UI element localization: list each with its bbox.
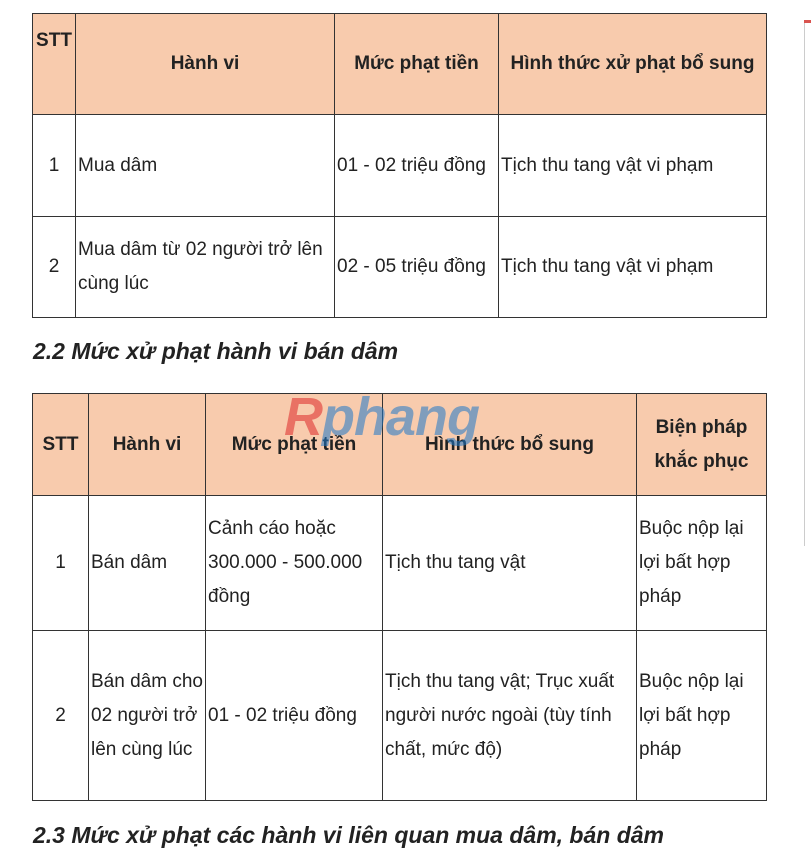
buying-penalty-table xyxy=(32,13,767,318)
row-stt: 2 xyxy=(33,631,89,801)
row-remedy: Buộc nộp lại lợi bất hợp pháp xyxy=(637,631,767,801)
table-row xyxy=(33,115,767,217)
table-row xyxy=(33,217,767,318)
section-heading: 2.2 Mức xử phạt hành vi bán dâm xyxy=(33,338,399,364)
sidebar-divider xyxy=(804,20,805,546)
row-behavior: Mua dâm từ 02 người trở lên cùng lúc xyxy=(76,217,335,318)
row-fine: 01 - 02 triệu đồng xyxy=(206,631,383,801)
sidebar-marker xyxy=(804,20,811,23)
row-fine: 01 - 02 triệu đồng xyxy=(335,115,499,217)
table-header-row xyxy=(33,14,767,115)
row-additional: Tịch thu tang vật; Trục xuất người nước ngoài (tùy tính chất, mức độ) xyxy=(383,631,637,801)
row-behavior: Bán dâm xyxy=(89,496,206,631)
header-stt: STT xyxy=(33,394,89,496)
section-heading-next: 2.3 Mức xử phạt các hành vi liên quan mua dâm, bán dâm xyxy=(33,822,664,848)
table-row xyxy=(33,496,767,631)
header-additional: Hình thức bổ sung xyxy=(383,394,637,496)
row-additional: Tịch thu tang vật vi phạm xyxy=(499,115,767,217)
row-stt: 1 xyxy=(33,496,89,631)
row-additional: Tịch thu tang vật xyxy=(383,496,637,631)
row-behavior: Bán dâm cho 02 người trở lên cùng lúc xyxy=(89,631,206,801)
header-behavior: Hành vi xyxy=(89,394,206,496)
row-fine: 02 - 05 triệu đồng xyxy=(335,217,499,318)
row-stt: 2 xyxy=(33,217,76,318)
row-stt: 1 xyxy=(33,115,76,217)
row-fine: Cảnh cáo hoặc 300.000 - 500.000 đồng xyxy=(206,496,383,631)
table-row xyxy=(33,631,767,801)
row-remedy: Buộc nộp lại lợi bất hợp pháp xyxy=(637,496,767,631)
header-additional: Hình thức xử phạt bổ sung xyxy=(499,14,767,115)
row-additional: Tịch thu tang vật vi phạm xyxy=(499,217,767,318)
header-stt: STT xyxy=(33,14,76,115)
header-fine: Mức phạt tiền xyxy=(335,14,499,115)
header-remedy: Biện pháp khắc phục xyxy=(637,394,767,496)
selling-penalty-table xyxy=(32,393,767,801)
header-fine: Mức phạt tiền xyxy=(206,394,383,496)
header-behavior: Hành vi xyxy=(76,14,335,115)
row-behavior: Mua dâm xyxy=(76,115,335,217)
watermark-logo: Rphang xyxy=(284,387,479,447)
